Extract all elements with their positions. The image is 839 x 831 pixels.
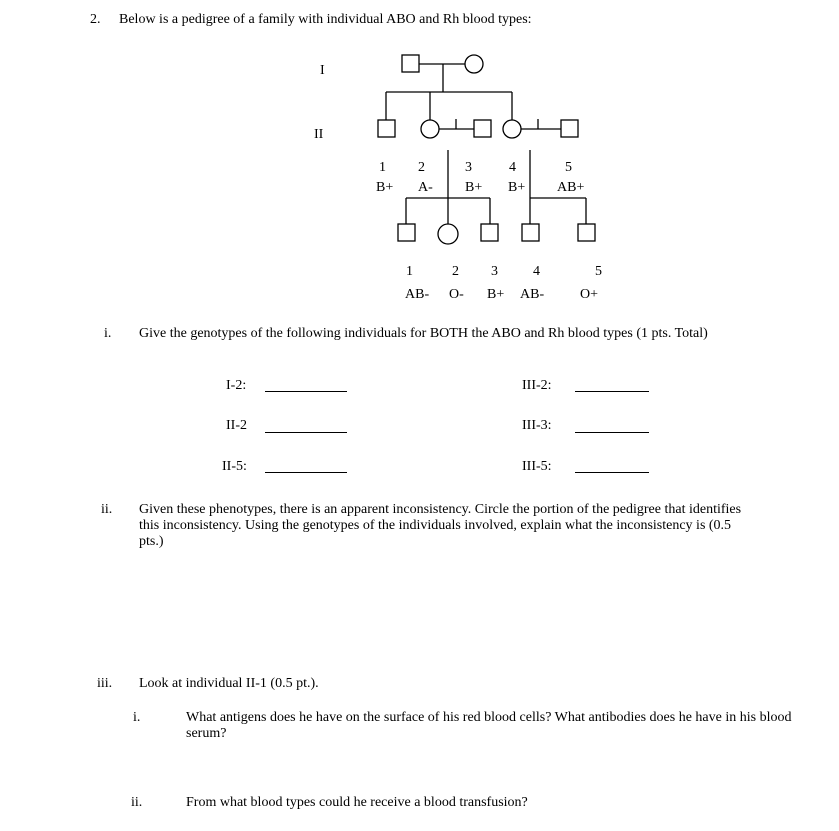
gen2-type: B+ [465, 180, 483, 195]
gen3-number: 1 [406, 264, 413, 279]
part-ii-marker: ii. [101, 502, 113, 517]
part-iii-prompt: Look at individual II-1 (0.5 pt.). [139, 676, 319, 691]
pedigree-chart [0, 0, 839, 320]
gen3-type: AB- [405, 287, 430, 302]
female-I-2 [465, 55, 483, 73]
answer-blank-I-2[interactable] [265, 391, 347, 392]
male-I-1 [402, 55, 419, 72]
gen2-type: B+ [508, 180, 526, 195]
gen2-type: A- [418, 180, 433, 195]
genotype-label-III-5: III-5: [522, 459, 552, 474]
gen2-number: 4 [509, 160, 516, 175]
male-III-3 [481, 224, 498, 241]
generation-label-I: I [320, 63, 325, 78]
generation-label-II: II [314, 127, 324, 142]
part-iii-sub-i: What antigens does he have on the surface of his red blood cells? What antibodies does he have in his blood serum? [186, 710, 792, 741]
gen3-number: 3 [491, 264, 498, 279]
male-III-1 [398, 224, 415, 241]
gen2-type: B+ [376, 180, 394, 195]
gen2-number: 2 [418, 160, 425, 175]
female-III-2 [438, 224, 458, 244]
male-II-5 [561, 120, 578, 137]
part-iii-sub-ii-marker: ii. [131, 795, 143, 810]
answer-blank-III-2[interactable] [575, 391, 649, 392]
gen2-type: AB+ [557, 180, 585, 195]
part-ii-prompt: Given these phenotypes, there is an apparent inconsistency. Circle the portion of the pedigree that identifies this inconsistency. Using the genotypes of the individuals involved, explain what the inconsistency is (0.5 pts.) [139, 502, 742, 549]
genotype-label-III-3: III-3: [522, 418, 552, 433]
male-III-4 [522, 224, 539, 241]
female-II-4 [503, 120, 521, 138]
answer-blank-II-5[interactable] [265, 472, 347, 473]
gen3-number: 4 [533, 264, 540, 279]
gen2-number: 3 [465, 160, 472, 175]
male-II-1 [378, 120, 395, 137]
question-title: Below is a pedigree of a family with individual ABO and Rh blood types: [119, 12, 532, 27]
gen2-number: 5 [565, 160, 572, 175]
answer-blank-III-5[interactable] [575, 472, 649, 473]
female-II-2 [421, 120, 439, 138]
part-iii-sub-ii: From what blood types could he receive a blood transfusion? [186, 795, 528, 810]
male-II-3 [474, 120, 491, 137]
gen3-type: O- [449, 287, 464, 302]
question-number: 2. [90, 12, 101, 27]
gen3-type: B+ [487, 287, 505, 302]
gen3-type: AB- [520, 287, 545, 302]
answer-blank-II-2[interactable] [265, 432, 347, 433]
gen2-number: 1 [379, 160, 386, 175]
gen3-number: 5 [595, 264, 602, 279]
genotype-label-II-5: II-5: [222, 459, 247, 474]
gen3-number: 2 [452, 264, 459, 279]
genotype-label-I-2: I-2: [226, 378, 247, 393]
part-iii-marker: iii. [97, 676, 113, 691]
genotype-label-III-2: III-2: [522, 378, 552, 393]
answer-blank-III-3[interactable] [575, 432, 649, 433]
part-iii-sub-i-marker: i. [133, 710, 141, 725]
part-i-prompt: Give the genotypes of the following individuals for BOTH the ABO and Rh blood types (1 pts. Total) [139, 326, 708, 341]
male-III-5 [578, 224, 595, 241]
genotype-label-II-2: II-2 [226, 418, 247, 433]
part-i-marker: i. [104, 326, 112, 341]
gen3-type: O+ [580, 287, 599, 302]
